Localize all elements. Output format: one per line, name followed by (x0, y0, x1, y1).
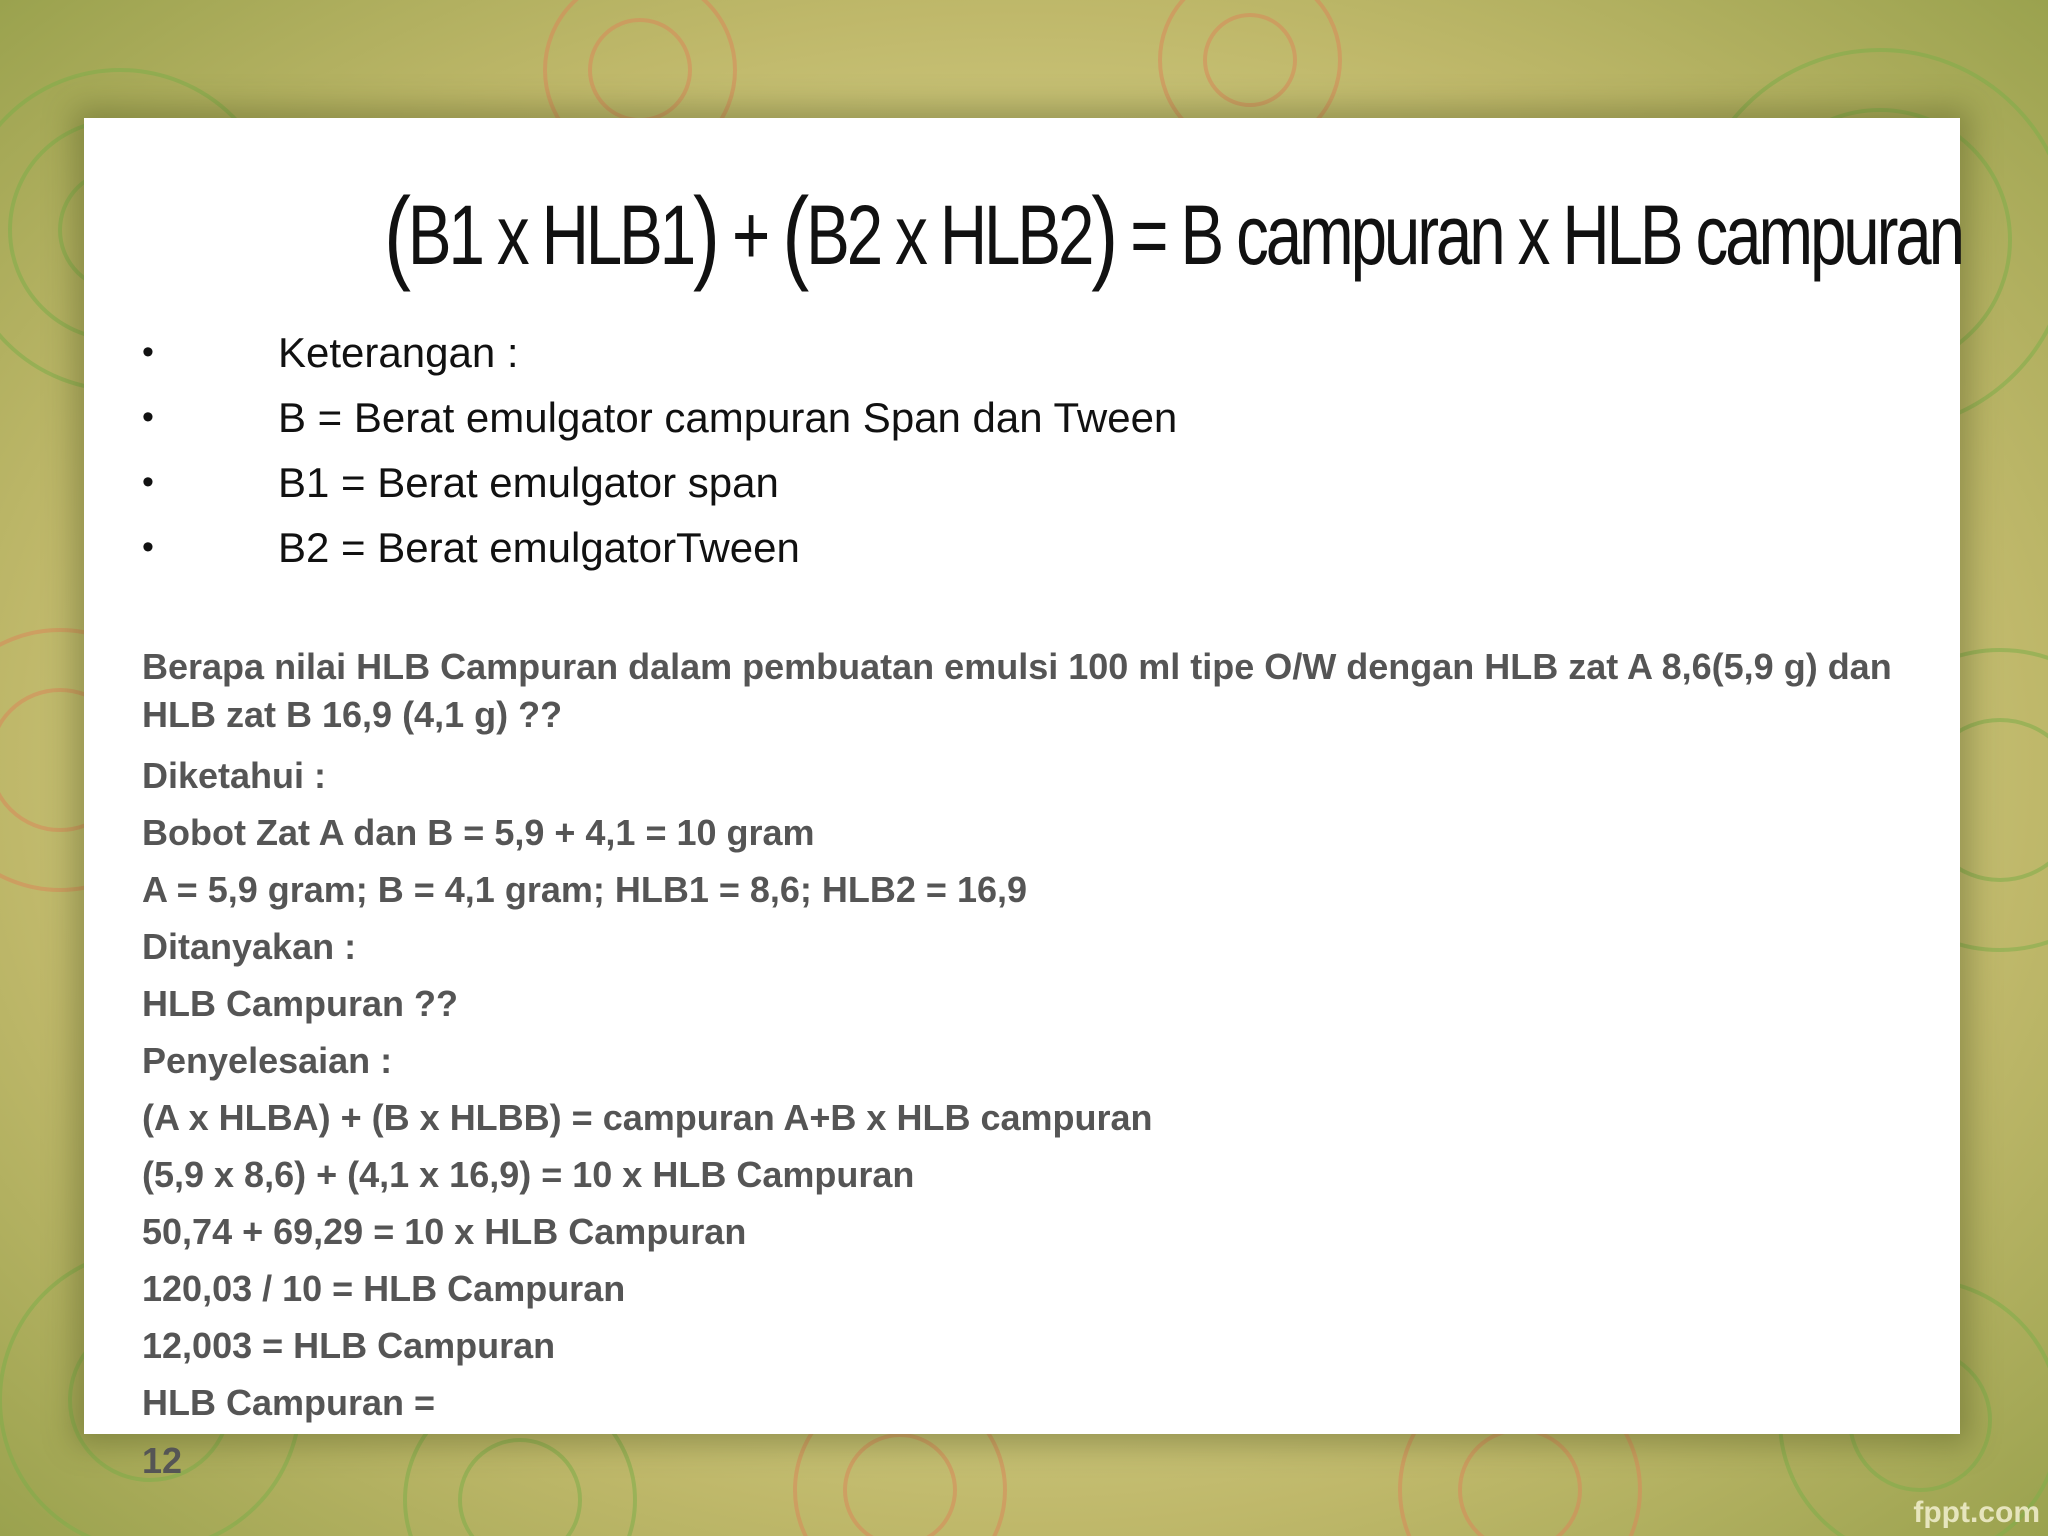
solution-line: HLB Campuran ?? (142, 983, 459, 1024)
solution-line: Bobot Zat A dan B = 5,9 + 4,1 = 10 gram (142, 812, 815, 853)
solution-line: HLB Campuran = (142, 1382, 436, 1423)
formula-paren: ( (384, 177, 408, 293)
bullet-text: B1 = Berat emulgator span (278, 459, 779, 506)
formula-rhs: = B campuran x HLB campuran (1130, 188, 1962, 282)
bullet-icon: • (142, 398, 154, 436)
bullet-text: B = Berat emulgator campuran Span dan Tween (278, 394, 1178, 441)
bullet-text: B2 = Berat emulgatorTween (278, 524, 800, 571)
formula-b1-term: B1 x HLB1 (407, 188, 694, 282)
formula-b2-term: B2 x HLB2 (806, 188, 1092, 282)
bullet-text: Keterangan : (278, 329, 519, 376)
formula-paren: ) (693, 177, 717, 293)
solution-line: 12,003 = HLB Campuran (142, 1325, 556, 1366)
solution-line: Ditanyakan : (142, 926, 357, 967)
bullet-icon: • (142, 463, 154, 501)
solution-line: Penyelesaian : (142, 1040, 393, 1081)
formula-paren: ) (1091, 177, 1116, 293)
solution-line: 120,03 / 10 = HLB Campuran (142, 1268, 626, 1309)
bullet-icon: • (142, 528, 154, 566)
slide-page-number: 12 (142, 1440, 183, 1481)
bullet-icon: • (142, 333, 154, 371)
hlb-formula (384, 176, 1962, 296)
question-text: Berapa nilai HLB Campuran dalam pembuatan emulsi 100 ml tipe O/W dengan HLB zat A 8,6(5,9 g) dan HLB zat B 16,9 (4,1 g) ?? (142, 646, 1892, 735)
solution-line: A = 5,9 gram; B = 4,1 gram; HLB1 = 8,6; HLB2 = 16,9 (142, 869, 1028, 910)
solution-line: (A x HLBA) + (B x HLBB) = campuran A+B x HLB campuran (142, 1097, 1153, 1138)
solution-line: 50,74 + 69,29 = 10 x HLB Campuran (142, 1211, 747, 1252)
slide-content-card (84, 118, 1960, 1434)
solution-line: (5,9 x 8,6) + (4,1 x 16,9) = 10 x HLB Campuran (142, 1154, 915, 1195)
footer-brand-watermark: fppt.com (1913, 1496, 2040, 1529)
formula-plus: + (732, 188, 768, 282)
formula-paren: ( (782, 177, 807, 293)
worked-solution (142, 643, 1902, 1431)
solution-line: Diketahui : (142, 755, 327, 796)
